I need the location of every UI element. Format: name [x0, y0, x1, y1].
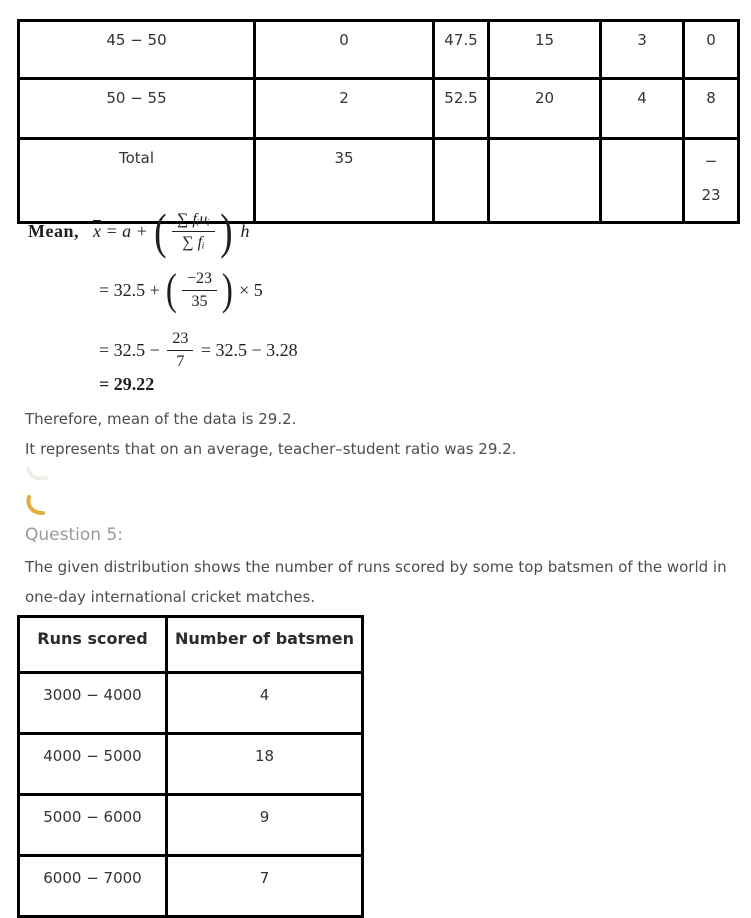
table-cell: 18	[167, 734, 363, 795]
formula-xbar: $\overline{x}$	[93, 220, 101, 241]
table-cell	[434, 139, 489, 223]
open-paren: (	[154, 202, 167, 259]
formula-h: h	[240, 220, 250, 241]
table-row	[19, 21, 739, 79]
table-cell: 20	[489, 79, 601, 139]
open-paren: (	[166, 265, 178, 315]
table-cell: 4000 − 5000	[19, 734, 167, 795]
table-cell-total: Total	[19, 139, 255, 223]
table-header-row	[19, 617, 363, 673]
fraction-denominator: 35	[191, 293, 208, 310]
table-cell: 0	[255, 21, 434, 79]
fraction-23-7	[167, 329, 193, 372]
table-cell: 2	[255, 79, 434, 139]
table-cell: 3000 − 4000	[19, 673, 167, 734]
conclusion-text-2: It represents that on an average, teacher–student ratio was 29.2.	[25, 440, 517, 458]
close-paren: )	[219, 202, 233, 259]
formula-line-4	[99, 371, 154, 397]
formula-text: = 32.5 +	[99, 279, 165, 300]
formula-label: Mean,	[28, 220, 79, 241]
table-cell: 45 − 50	[19, 21, 255, 79]
formula-line-3	[99, 325, 298, 375]
table-cell: 7	[167, 856, 363, 917]
table-cell: 9	[167, 795, 363, 856]
table-cell: 50 − 55	[19, 79, 255, 139]
table-row	[19, 79, 739, 139]
formula-line-2	[99, 263, 263, 317]
column-header-batsmen: Number of batsmen	[167, 617, 363, 673]
table-cell-sum-fiui: − 23	[684, 139, 739, 223]
table-cell: 5000 − 6000	[19, 795, 167, 856]
formula-text: × 5	[234, 279, 263, 300]
table-cell	[489, 139, 601, 223]
table-cell: 3	[601, 21, 684, 79]
table-cell: 4	[167, 673, 363, 734]
fraction-numerator: −23	[182, 269, 217, 291]
batsmen-distribution-table	[17, 615, 364, 918]
question-heading: Question 5:	[25, 525, 123, 545]
crescent-faint-icon	[25, 466, 49, 487]
conclusion-text-1: Therefore, mean of the data is 29.2.	[25, 410, 297, 428]
fraction-numerator: 23	[167, 329, 193, 351]
formula-text: = 32.5 −	[99, 339, 165, 360]
fraction-numerator: ∑ fᵢuᵢ	[172, 210, 215, 232]
question-body: The given distribution shows the number of runs scored by some top batsmen of the world in one-day international cricket matches.	[25, 558, 727, 606]
table-cell: 6000 − 7000	[19, 856, 167, 917]
fraction-denominator: 7	[176, 353, 185, 370]
formula-text: = 32.5 − 3.28	[196, 339, 298, 360]
table-row	[19, 795, 363, 856]
table-row	[19, 856, 363, 917]
table-cell	[601, 139, 684, 223]
fraction-23-35	[182, 269, 217, 312]
table-cell: 8	[684, 79, 739, 139]
table-cell: 4	[601, 79, 684, 139]
fraction-denominator: ∑ fᵢ	[182, 234, 205, 251]
column-header-runs: Runs scored	[19, 617, 167, 673]
close-paren: )	[221, 265, 233, 315]
table-cell: 0	[684, 21, 739, 79]
table-row	[19, 734, 363, 795]
table-cell: 15	[489, 21, 601, 79]
fraction-sigma	[172, 210, 215, 253]
table-cell: 47.5	[434, 21, 489, 79]
table-row	[19, 673, 363, 734]
formula-result: = 29.22	[99, 373, 155, 394]
mean-calculation-table	[17, 19, 740, 224]
table-cell: 52.5	[434, 79, 489, 139]
formula-eq-a-plus: = a +	[101, 220, 153, 241]
formula-line-1	[28, 204, 250, 258]
crescent-gold-icon	[25, 495, 49, 521]
table-cell: 35	[255, 139, 434, 223]
